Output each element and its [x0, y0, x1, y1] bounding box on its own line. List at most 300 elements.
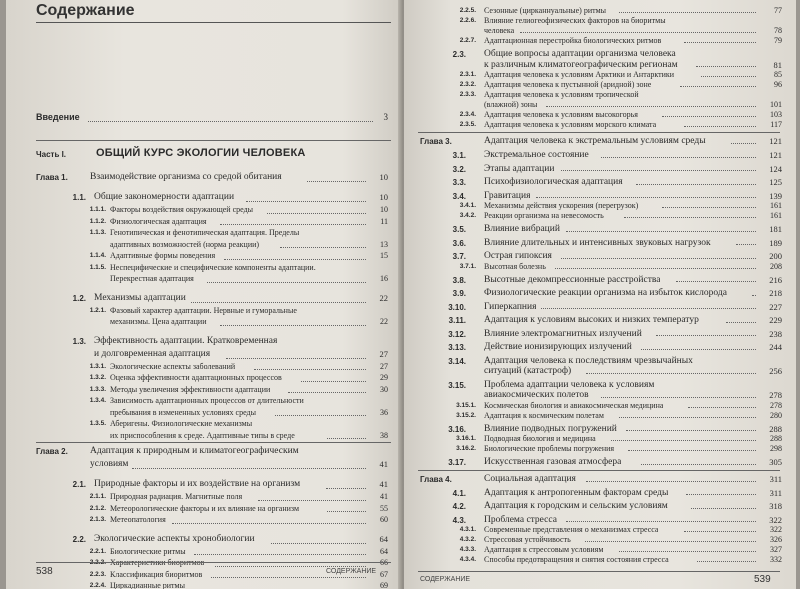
- toc-leader: [585, 541, 756, 542]
- toc-leader: [327, 511, 366, 512]
- toc-title: Адаптация человека к условиям морского климата: [484, 120, 657, 129]
- toc-entry-sec: [404, 49, 796, 70]
- toc-leader: [520, 32, 756, 33]
- page-title: Содержание: [36, 2, 135, 19]
- toc-title: Биологические проблемы погружения: [484, 444, 615, 453]
- toc-leader: [626, 430, 756, 431]
- toc-number: 2.1.: [72, 480, 86, 489]
- toc-entry-sec: [6, 479, 402, 492]
- toc-page: 79: [774, 36, 782, 45]
- toc-page: 332: [770, 555, 782, 564]
- toc-page: 227: [769, 301, 782, 312]
- toc-leader: [697, 561, 756, 562]
- toc-entry-sub: [6, 581, 402, 589]
- toc-page: 27: [379, 348, 388, 359]
- toc-page: 64: [379, 533, 388, 544]
- toc-entry-sub: [404, 36, 796, 46]
- toc-number: 3.13.: [448, 343, 466, 352]
- toc-title: Фазовый характер адаптации. Нервные и гуморальные: [110, 305, 297, 315]
- toc-entry-sub: [404, 525, 796, 535]
- toc-title: Зависимость адаптационных процессов от длительности: [110, 396, 304, 405]
- toc-page: 208: [770, 261, 782, 271]
- toc-leader: [275, 415, 366, 416]
- toc-title: Адаптация человека к условиям высокогорья: [484, 110, 638, 119]
- toc-number: 3.7.1.: [459, 262, 476, 270]
- toc-entry-sub: [6, 515, 402, 527]
- toc-number: 2.3.4.: [459, 111, 476, 118]
- toc-page: 96: [774, 80, 782, 89]
- toc-page: 22: [380, 317, 388, 326]
- toc-number: 3.16.2.: [456, 445, 476, 452]
- toc-entry-sub: [6, 251, 402, 263]
- toc-title: Природная радиация. Магнитные поля: [110, 492, 243, 501]
- toc-title: ситуаций (катастроф): [484, 366, 572, 376]
- toc-leader: [220, 224, 367, 225]
- toc-entry-sub: [404, 16, 796, 36]
- toc-number: 3.2.: [452, 164, 466, 174]
- toc-page: 189: [769, 237, 782, 248]
- toc-page: 36: [380, 407, 388, 417]
- toc-entry-sub: [6, 547, 402, 559]
- toc-entry-sec: [404, 329, 796, 340]
- toc-page: 121: [769, 150, 782, 160]
- toc-page: 117: [770, 120, 782, 129]
- toc-entry-sec: [404, 177, 796, 188]
- toc-title: адаптивных возможностей (норма реакции): [110, 239, 260, 249]
- toc-title: к различным климатогеографическим регионам: [484, 59, 678, 70]
- toc-number: 4.3.3.: [459, 546, 476, 553]
- toc-page: 124: [769, 163, 782, 174]
- toc-title: Проблема адаптации человека к условиям: [484, 379, 655, 390]
- toc-number: 2.2.2.: [89, 559, 106, 566]
- toc-entry-sub: [6, 263, 402, 286]
- toc-number: 2.3.1.: [459, 71, 476, 78]
- toc-entry-sub: [404, 262, 796, 272]
- toc-entry-sec: [404, 380, 796, 401]
- toc-leader: [566, 231, 756, 232]
- toc-number: 1.1.4.: [89, 252, 106, 259]
- toc-page: 69: [380, 581, 388, 589]
- toc-entry-sub: [404, 411, 796, 421]
- toc-leader: [288, 392, 366, 393]
- toc-number: 3.15.2.: [456, 411, 476, 419]
- toc-title: Биологические ритмы: [110, 546, 186, 556]
- toc-number: 1.1.: [72, 193, 86, 202]
- toc-page: 29: [380, 373, 388, 382]
- toc-leader: [586, 481, 756, 482]
- toc-leader: [731, 143, 756, 144]
- toc-leader: [611, 440, 756, 441]
- toc-page: 278: [770, 400, 782, 410]
- toc-leader: [226, 358, 366, 359]
- toc-page: 288: [769, 423, 782, 434]
- toc-leader: [258, 500, 366, 501]
- toc-number: 3.8.: [452, 275, 466, 285]
- toc-page: 288: [770, 434, 782, 443]
- toc-page: 229: [769, 315, 782, 325]
- toc-page: 139: [769, 190, 782, 201]
- toc-page: 322: [770, 525, 782, 534]
- toc-leader: [701, 76, 756, 77]
- toc-leader: [215, 566, 366, 567]
- toc-title: механизмы. Цена адаптации: [110, 317, 207, 326]
- toc-title: Гравитация: [484, 190, 531, 201]
- toc-number: 1.1.2.: [89, 217, 106, 225]
- toc-title: Адаптация человека к пустынной (аридной) зоне: [484, 80, 652, 89]
- toc-leader: [662, 207, 756, 208]
- toc-title: Адаптация человека к условиям Арктики и Антарктики: [484, 70, 675, 79]
- toc-leader: [194, 554, 366, 555]
- toc-entry-sec: [6, 534, 402, 547]
- toc-number: 3.16.: [448, 424, 466, 434]
- toc-leader: [641, 464, 756, 465]
- toc-title: Адаптация к природным и климатогеографическим: [90, 446, 299, 456]
- toc-page: 41: [379, 479, 388, 489]
- toc-page: 305: [769, 457, 782, 467]
- toc-number: 1.1.5.: [89, 263, 106, 271]
- toc-number: 3.6.: [452, 238, 466, 248]
- toc-leader: [636, 184, 756, 185]
- toc-title: Адаптация человека к последствиям чрезвычайных: [484, 355, 693, 366]
- toc-entry-sec: [6, 192, 402, 205]
- toc-leader: [736, 244, 756, 245]
- toc-page: 22: [379, 292, 388, 303]
- toc-number: 2.2.1.: [89, 547, 106, 555]
- toc-title: условиям: [90, 459, 129, 469]
- toc-title: их приспособления к среде. Адаптивные типы в среде: [110, 430, 295, 440]
- toc-title: авиакосмических полетов: [484, 390, 589, 400]
- toc-title: Современные представления о механизмах стресса: [484, 525, 659, 534]
- toc-page: 16: [380, 274, 388, 283]
- toc-page: 78: [774, 26, 782, 35]
- toc-leader: [271, 543, 366, 544]
- toc-entry-chapter: [404, 136, 796, 147]
- toc-leader: [566, 521, 756, 522]
- toc-title: Реакции организма на невесомость: [484, 211, 604, 220]
- toc-number: 2.3.5.: [459, 121, 476, 128]
- toc-entry-sub: [404, 90, 796, 110]
- toc-title: Оценка эффективности адаптационных процессов: [110, 373, 282, 382]
- toc-title: Влияние подводных погружений: [484, 423, 617, 434]
- toc-title: Социальная адаптация: [484, 473, 576, 484]
- toc-leader: [684, 126, 756, 127]
- toc-title: Перекрестная адаптация: [110, 274, 194, 283]
- toc-leader: [601, 397, 756, 398]
- toc-title: Физиологическая адаптация: [110, 216, 207, 226]
- intro-entry: [6, 112, 402, 126]
- toc-number: 4.1.: [452, 488, 466, 498]
- toc-number: 3.4.2.: [459, 212, 476, 219]
- intro-leader: [88, 121, 373, 122]
- toc-page: 11: [380, 216, 388, 226]
- toc-entry-sub: [6, 373, 402, 385]
- toc-page: 311: [769, 473, 782, 484]
- toc-page: 30: [380, 384, 388, 394]
- part-rule: [36, 140, 391, 141]
- toc-number: 3.15.1.: [456, 401, 476, 409]
- toc-number: 1.3.3.: [89, 385, 106, 393]
- toc-entry-sec: [404, 288, 796, 299]
- toc-number: Глава 3.: [420, 137, 452, 146]
- toc-title: Адаптация к условиям высоких и низких температур: [484, 315, 699, 325]
- toc-entry-sub: [404, 401, 796, 411]
- toc-leader: [624, 217, 756, 218]
- toc-page: 278: [769, 390, 782, 400]
- toc-page: 10: [379, 192, 388, 202]
- toc-number: 1.1.3.: [89, 229, 106, 236]
- toc-title: Психофизиологическая адаптация: [484, 177, 623, 187]
- toc-leader: [246, 201, 366, 202]
- toc-title: Метеопатология: [110, 515, 166, 524]
- toc-leader: [680, 86, 757, 87]
- toc-entry-sub: [404, 535, 796, 545]
- toc-page: 298: [770, 444, 782, 453]
- footer-page-number: 539: [754, 574, 771, 585]
- toc-title: Адаптивные формы поведения: [110, 251, 216, 260]
- toc-title: Адаптация к стрессовым условиям: [484, 545, 604, 554]
- toc-number: 1.3.2.: [89, 374, 106, 381]
- toc-entry-sub: [6, 396, 402, 419]
- toc-page: 41: [380, 492, 388, 501]
- right-page: [404, 0, 796, 589]
- toc-title: Космическая биология и авиакосмическая медицина: [484, 400, 664, 410]
- toc-entry-sec: [404, 515, 796, 526]
- toc-page: 27: [380, 361, 388, 371]
- part-label: Часть I.: [36, 150, 67, 159]
- toc-entry-sub: [6, 306, 402, 329]
- toc-number: Глава 1.: [36, 173, 68, 182]
- toc-leader: [662, 116, 756, 117]
- toc-page: 218: [769, 288, 782, 298]
- toc-number: 2.3.3.: [459, 91, 476, 98]
- toc-title: Адаптация к космическим полетам: [484, 410, 604, 420]
- toc-title: Метеорологические факторы и их влияние на организм: [110, 503, 300, 513]
- toc-entry-sub: [404, 545, 796, 555]
- toc-title: Влияние длительных и интенсивных звуковых нагрузок: [484, 237, 711, 248]
- toc-title: Природные факторы и их воздействие на организм: [94, 479, 301, 489]
- toc-title: Классификация биоритмов: [110, 569, 203, 579]
- toc-number: 3.10.: [448, 302, 466, 312]
- toc-entry-sub: [6, 228, 402, 251]
- toc-page: 322: [769, 514, 782, 525]
- toc-number: 3.16.1.: [456, 435, 476, 442]
- toc-leader: [555, 268, 756, 269]
- toc-entry-chapter: [6, 446, 402, 472]
- toc-title: Механизмы действия ускорения (перегрузок): [484, 201, 639, 210]
- toc-leader: [684, 531, 756, 532]
- footer-rule: [36, 562, 391, 563]
- toc-entry-sub: [6, 385, 402, 397]
- toc-entry-sec: [404, 191, 796, 202]
- toc-number: 2.3.2.: [459, 81, 476, 88]
- toc-leader: [254, 369, 366, 370]
- toc-number: 2.2.3.: [89, 570, 106, 578]
- toc-entry-sub: [404, 80, 796, 90]
- toc-title: Аберигены. Физиологические механизмы: [110, 419, 253, 428]
- toc-page: 326: [770, 535, 782, 544]
- toc-title: Общие вопросы адаптации организма человека: [484, 49, 676, 59]
- toc-title: Адаптационная перестройка биологических ритмов: [484, 36, 662, 45]
- toc-title: Высотная болезнь: [484, 261, 546, 271]
- toc-page: 10: [380, 205, 388, 214]
- toc-title: Влияние электромагнитных излучений: [484, 328, 642, 339]
- toc-number: 1.3.: [72, 336, 86, 346]
- toc-page: 64: [380, 546, 388, 556]
- toc-page: 85: [774, 70, 782, 79]
- toc-entry-sec: [404, 224, 796, 235]
- toc-page: 181: [769, 224, 782, 234]
- toc-number: 3.9.: [452, 289, 466, 298]
- toc-leader: [601, 157, 756, 158]
- toc-number: 1.3.4.: [89, 397, 106, 404]
- toc-entry-sec: [404, 251, 796, 262]
- toc-number: 2.3.: [452, 50, 466, 59]
- toc-page: 10: [379, 172, 388, 182]
- toc-leader: [326, 488, 366, 489]
- toc-title: Острая гипоксия: [484, 251, 552, 261]
- toc-number: 2.2.5.: [459, 7, 476, 14]
- toc-number: 3.14.: [448, 356, 466, 366]
- toc-page: 77: [774, 6, 782, 15]
- toc-number: 1.3.1.: [89, 362, 106, 370]
- toc-number: 2.1.3.: [89, 516, 106, 523]
- toc-entry-sec: [404, 275, 796, 286]
- toc-page: 41: [379, 459, 388, 469]
- toc-number: 2.2.7.: [459, 37, 476, 44]
- toc-number: 3.17.: [448, 458, 466, 467]
- toc-number: 3.15.: [448, 380, 466, 390]
- toc-number: 4.3.4.: [459, 556, 476, 563]
- toc-title: Неспецифические и специфические компоненты адаптации.: [110, 262, 316, 272]
- toc-entry-sub: [6, 205, 402, 217]
- toc-entry-sub: [404, 444, 796, 454]
- toc-leader: [684, 42, 756, 43]
- toc-number: 3.4.: [452, 191, 466, 201]
- toc-page: 161: [770, 211, 782, 220]
- toc-page: 327: [770, 545, 782, 554]
- toc-entry-sec: [404, 315, 796, 326]
- toc-number: 4.3.2.: [459, 536, 476, 543]
- toc-number: 1.3.5.: [89, 420, 106, 427]
- toc-title: Адаптация человека к экстремальным условиям среды: [484, 136, 706, 146]
- toc-number: 2.2.4.: [89, 582, 106, 589]
- toc-page: 244: [769, 342, 782, 352]
- toc-number: 2.1.1.: [89, 493, 106, 500]
- toc-entry-sub: [6, 217, 402, 229]
- toc-entry-sub: [404, 110, 796, 120]
- toc-entry-sec: [404, 501, 796, 512]
- chapter-rule: [418, 470, 780, 471]
- chapter-rule: [418, 132, 780, 133]
- toc-leader: [132, 468, 366, 469]
- toc-leader: [619, 551, 756, 552]
- toc-title: Методы увеличения эффективности адаптации: [110, 384, 271, 394]
- toc-number: Глава 4.: [420, 474, 452, 484]
- intro-label: Введение: [36, 112, 80, 122]
- toc-page: 66: [380, 558, 388, 567]
- intro-page: 3: [383, 112, 388, 122]
- toc-title: Влияние гелиогеофизических факторов на биоритмы: [484, 16, 666, 25]
- toc-entry-sub: [404, 434, 796, 444]
- toc-number: 3.7.: [452, 252, 466, 261]
- toc-page: 238: [769, 328, 782, 339]
- toc-title: (влажной) зоны: [484, 100, 538, 109]
- toc-leader: [691, 508, 756, 509]
- footer-running-head: СОДЕРЖАНИЕ: [420, 576, 471, 583]
- toc-page: 55: [380, 503, 388, 513]
- toc-leader: [207, 282, 366, 283]
- toc-title: Факторы воздействия окружающей среды: [110, 205, 254, 214]
- toc-leader: [307, 181, 366, 182]
- toc-title: Высотные декомпрессионные расстройства: [484, 274, 661, 285]
- toc-entry-sub: [6, 492, 402, 504]
- toc-leader: [224, 259, 366, 260]
- toc-title: Экологические аспекты заболеваний: [110, 361, 236, 371]
- toc-entry-sec: [404, 488, 796, 499]
- toc-entry-sec: [404, 457, 796, 468]
- toc-entry-sub: [404, 555, 796, 565]
- toc-page: 161: [770, 201, 782, 210]
- toc-entry-sub: [404, 6, 796, 16]
- toc-leader: [301, 381, 366, 382]
- title-rule: [36, 22, 391, 23]
- toc-title: Адаптация человека к условиям тропической: [484, 90, 639, 99]
- toc-title: Экологические аспекты хронобиологии: [94, 533, 255, 544]
- toc-entry-sub: [6, 419, 402, 442]
- toc-entry-sec: [404, 150, 796, 161]
- toc-leader: [546, 106, 756, 107]
- toc-leader: [211, 577, 366, 578]
- toc-title: Физиологические реакции организма на избыток кислорода: [484, 288, 727, 298]
- toc-entry-sub: [404, 120, 796, 130]
- toc-leader: [686, 494, 756, 495]
- toc-title: Адаптация к городским и сельским условиям: [484, 501, 668, 511]
- toc-entry-sec: [6, 336, 402, 362]
- toc-page: 280: [770, 410, 782, 420]
- toc-entry-sub: [404, 201, 796, 211]
- toc-title: Циркадианные ритмы: [110, 581, 185, 589]
- toc-page: 103: [770, 110, 782, 119]
- part-title: ОБЩИЙ КУРС ЭКОЛОГИИ ЧЕЛОВЕКА: [96, 147, 306, 159]
- toc-leader: [561, 170, 756, 171]
- toc-leader: [586, 373, 756, 374]
- toc-entry-sec: [404, 164, 796, 175]
- toc-page: 81: [773, 59, 782, 70]
- toc-title: Механизмы адаптации: [94, 292, 186, 303]
- toc-title: Способы предотвращения и снятия состояния стресса: [484, 555, 669, 564]
- toc-leader: [656, 335, 756, 336]
- toc-leader: [628, 450, 756, 451]
- toc-title: Взаимодействие организма со средой обитания: [90, 172, 282, 182]
- footer-page-number: 538: [36, 566, 53, 577]
- toc-number: 2.2.: [72, 534, 86, 544]
- toc-leader: [696, 66, 756, 67]
- toc-page: 318: [769, 501, 782, 511]
- toc-title: Гиперкапния: [484, 301, 537, 312]
- toc-number: Глава 2.: [36, 447, 68, 456]
- toc-entry-sec: [6, 293, 402, 306]
- toc-leader: [191, 302, 366, 303]
- toc-page: 15: [380, 251, 388, 260]
- toc-entry-sec: [404, 238, 796, 249]
- toc-number: 3.5.: [452, 225, 466, 234]
- left-page: [6, 0, 402, 589]
- toc-number: 1.2.: [72, 293, 86, 303]
- toc-title: Адаптация к антропогенным факторам среды: [484, 487, 669, 498]
- toc-number: 2.2.6.: [459, 17, 476, 24]
- toc-page: 67: [380, 569, 388, 579]
- toc-entry-sub: [6, 504, 402, 516]
